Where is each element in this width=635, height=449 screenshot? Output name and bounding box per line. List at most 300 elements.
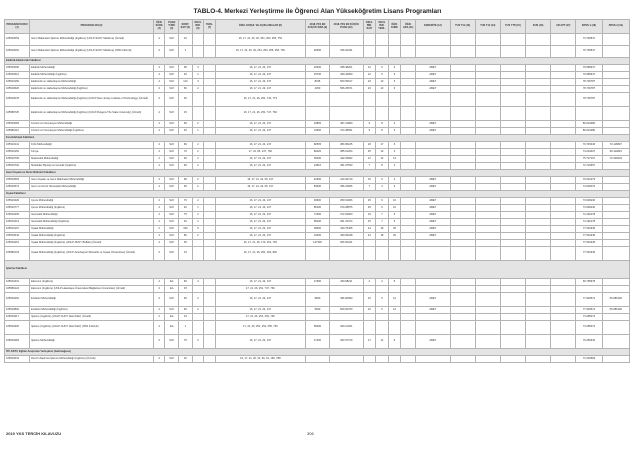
table-cell: 7	[363, 163, 376, 170]
program-name: Kimya	[30, 149, 154, 156]
table-cell: 4	[153, 233, 165, 240]
table-cell	[500, 184, 525, 191]
table-cell	[602, 279, 629, 286]
table-cell	[204, 149, 216, 156]
table-cell	[450, 314, 475, 321]
table-cell	[450, 219, 475, 226]
table-cell	[450, 72, 475, 79]
table-cell: 2	[376, 279, 389, 286]
program-row	[5, 86, 630, 93]
table-cell	[450, 335, 475, 349]
table-cell	[551, 233, 576, 240]
table-cell	[551, 212, 576, 219]
table-cell: 75.727167	[576, 156, 602, 163]
table-cell	[192, 93, 204, 107]
table-cell	[602, 163, 629, 170]
column-header: OKUL BİR. SAYI	[363, 20, 376, 34]
table-cell	[450, 93, 475, 107]
table-cell	[602, 72, 629, 79]
table-cell: 15	[179, 107, 193, 121]
table-cell	[204, 142, 216, 149]
table-cell: SAY	[165, 198, 179, 205]
table-cell: 3	[192, 65, 204, 72]
table-cell	[500, 149, 525, 156]
table-cell: 1	[192, 219, 204, 226]
table-cell	[526, 46, 551, 58]
program-row	[5, 286, 630, 293]
program-row	[5, 107, 630, 121]
table-cell: 82020	[305, 149, 329, 156]
program-code: 105580124	[5, 286, 30, 293]
table-cell: 5	[388, 279, 401, 286]
table-cell	[500, 286, 525, 293]
table-cell: 17, 21, 26, 251, 747, 760	[215, 286, 305, 293]
program-name: Matematik Mühendisliği	[30, 156, 154, 163]
table-cell	[526, 226, 551, 233]
table-cell	[475, 219, 500, 226]
program-name: Elektrik Mühendisliği	[30, 65, 154, 72]
table-cell	[401, 163, 416, 170]
table-cell: 16, 17, 21, 24, 137	[215, 198, 305, 205]
table-cell	[551, 219, 576, 226]
table-cell: ABET	[415, 226, 450, 233]
table-cell	[475, 34, 500, 46]
program-code: 105510205	[5, 212, 30, 219]
table-cell: 16, 17, 21, 24, 137	[215, 205, 305, 212]
table-cell	[388, 356, 401, 363]
table-cell: 3	[192, 279, 204, 286]
table-cell: 356.15066	[330, 184, 364, 191]
table-cell	[363, 356, 376, 363]
table-cell: 1	[179, 46, 193, 58]
program-row	[5, 212, 630, 219]
table-cell: ABET	[415, 335, 450, 349]
table-cell	[401, 240, 416, 247]
program-row	[5, 335, 630, 349]
table-cell: SAY	[165, 34, 179, 46]
program-name: Gemi Makineleri İşletme Mühendisliği (İngilizce) (UOLP-SUNY Maritime) (Ücretli)	[30, 34, 154, 46]
table-cell: 35	[179, 240, 193, 247]
table-cell: 12	[388, 293, 401, 307]
table-cell: 70	[179, 149, 193, 156]
table-cell: 58100	[305, 219, 329, 226]
table-cell	[526, 93, 551, 107]
table-cell: SAY	[165, 163, 179, 170]
table-cell	[415, 163, 450, 170]
column-header: PROGRAM ADI (2)	[30, 20, 154, 34]
table-cell	[204, 219, 216, 226]
program-row	[5, 163, 630, 170]
column-header: YERL. (7)	[204, 20, 216, 34]
table-cell: 16, 17, 21, 24, 137	[215, 128, 305, 135]
table-cell	[450, 46, 475, 58]
table-cell	[204, 314, 216, 321]
table-cell	[551, 128, 576, 135]
table-cell	[475, 293, 500, 307]
table-cell: 74.192178	[576, 212, 602, 219]
table-cell: 35000	[305, 156, 329, 163]
table-cell	[551, 356, 576, 363]
table-cell: 25	[363, 149, 376, 156]
table-cell: 17	[363, 335, 376, 349]
table-cell	[602, 121, 629, 128]
table-cell: 77.926572	[576, 293, 602, 307]
table-cell: 44	[363, 226, 376, 233]
table-cell: 2	[192, 163, 204, 170]
table-cell: 4	[153, 34, 165, 46]
table-cell: 5930	[305, 307, 329, 314]
table-cell	[330, 286, 364, 293]
table-cell	[500, 247, 525, 261]
table-cell	[526, 205, 551, 212]
table-cell	[551, 86, 576, 93]
table-cell: 4	[153, 184, 165, 191]
table-cell	[363, 314, 376, 321]
table-cell	[330, 314, 364, 321]
program-code: 105510078	[5, 93, 30, 107]
table-cell: 4	[153, 93, 165, 107]
table-cell	[204, 46, 216, 58]
column-header: TUS T11 (13)	[450, 20, 475, 34]
table-cell: 4	[153, 293, 165, 307]
table-cell: 9830	[305, 293, 329, 307]
table-cell	[401, 307, 416, 314]
table-cell	[551, 307, 576, 314]
table-cell	[602, 314, 629, 321]
table-cell: 17, 21, 26, 251, 254, 760	[215, 314, 305, 321]
table-cell	[500, 93, 525, 107]
program-row	[5, 149, 630, 156]
table-cell	[204, 79, 216, 86]
program-name: Gemi Makineleri İşletme Mühendisliği (İngilizce) (UOLP-SUNY Maritime) (%50 İndirimli)	[30, 46, 154, 58]
table-cell: 4	[153, 219, 165, 226]
table-cell	[475, 279, 500, 286]
program-name: Endüstri Mühendisliği (İngilizce)	[30, 307, 154, 314]
table-cell: 4	[153, 205, 165, 212]
table-cell	[376, 247, 389, 261]
table-cell: 2	[192, 335, 204, 349]
table-cell: 76.986947	[576, 65, 602, 72]
table-cell: 4	[376, 184, 389, 191]
table-cell	[388, 107, 401, 121]
table-cell: 25	[388, 233, 401, 240]
table-cell	[500, 128, 525, 135]
table-cell: 10	[363, 307, 376, 314]
table-cell	[330, 93, 364, 107]
table-cell	[204, 356, 216, 363]
program-row	[5, 177, 630, 184]
table-cell	[450, 121, 475, 128]
table-cell	[475, 286, 500, 293]
table-cell	[475, 107, 500, 121]
table-cell: 2	[192, 149, 204, 156]
program-row	[5, 314, 630, 321]
table-cell: SAY	[165, 219, 179, 226]
table-cell: 65.086190	[602, 307, 629, 314]
table-cell	[500, 293, 525, 307]
table-cell: 2	[192, 233, 204, 240]
table-cell	[363, 46, 376, 58]
table-cell	[475, 307, 500, 314]
table-cell	[330, 34, 364, 46]
table-cell	[602, 79, 629, 86]
table-cell: 17, 21, 26, 251, 254, 255, 760	[215, 321, 305, 335]
program-name: Elektronik ve Haberleşme Mühendisliği (İngilizce)	[30, 86, 154, 93]
table-cell: 78.736787	[576, 86, 602, 93]
table-cell: 73.906230	[576, 198, 602, 205]
table-cell: 16, 17, 21, 24, 137	[215, 79, 305, 86]
table-cell: 2	[192, 293, 204, 307]
table-cell	[500, 212, 525, 219]
table-cell	[500, 240, 525, 247]
table-cell	[500, 142, 525, 149]
table-cell	[602, 240, 629, 247]
column-header: ÖZEL KOŞUL VE AÇIKLAMALAR (8)	[215, 20, 305, 34]
table-cell: ABET	[415, 177, 450, 184]
table-cell: 25	[363, 198, 376, 205]
table-cell: 500.00760	[330, 307, 364, 314]
table-cell: 34	[179, 314, 193, 321]
table-cell: 2	[192, 156, 204, 163]
programs-table	[4, 19, 630, 363]
table-cell	[450, 107, 475, 121]
table-cell: 70.748537	[576, 46, 602, 58]
table-cell	[401, 149, 416, 156]
table-cell	[376, 286, 389, 293]
table-cell: 147300	[305, 240, 329, 247]
table-cell	[192, 34, 204, 46]
column-header: AKREDİTE (12)	[415, 20, 450, 34]
table-cell	[401, 184, 416, 191]
program-name: İşletme (İngilizce) (UOLP-SUNY New Paltz) (%50 İndirimli)	[30, 321, 154, 335]
program-row	[5, 321, 630, 335]
program-row	[5, 240, 630, 247]
table-cell: 2	[192, 212, 204, 219]
faculty-section-row	[5, 349, 630, 356]
program-code: 105510213	[5, 219, 30, 226]
table-cell	[526, 142, 551, 149]
table-cell	[551, 279, 576, 286]
table-cell: SAY	[165, 142, 179, 149]
table-cell	[388, 314, 401, 321]
table-cell: 5	[376, 65, 389, 72]
table-cell: 4	[153, 86, 165, 93]
table-cell: 4	[153, 321, 165, 335]
table-cell	[305, 107, 329, 121]
table-cell	[576, 286, 602, 293]
table-cell	[551, 72, 576, 79]
footer-title: 2019 YKS TERCİH KILAVUZU	[6, 431, 62, 436]
table-cell: 4	[153, 314, 165, 321]
table-cell: 5	[376, 177, 389, 184]
table-cell	[475, 212, 500, 219]
table-cell: SAY	[165, 46, 179, 58]
table-cell	[602, 205, 629, 212]
table-cell	[551, 46, 576, 58]
table-cell: 4	[153, 156, 165, 163]
table-cell: 400.98211	[330, 279, 364, 286]
table-cell: 77.540345	[576, 247, 602, 261]
table-cell: 15	[363, 177, 376, 184]
table-cell	[415, 314, 450, 321]
table-cell	[500, 321, 525, 335]
table-cell: SAY	[165, 247, 179, 261]
column-header: 2018-YKS EN KÜÇÜK PUAN (10)	[330, 20, 364, 34]
table-cell	[450, 226, 475, 233]
table-cell: 10	[376, 79, 389, 86]
table-cell: 74.903076	[576, 184, 602, 191]
table-cell	[363, 321, 376, 335]
table-cell	[602, 34, 629, 46]
program-code: 105580123	[5, 247, 30, 261]
table-cell	[204, 93, 216, 107]
table-cell: 77.540345	[576, 226, 602, 233]
table-cell: SAY	[165, 240, 179, 247]
table-cell	[526, 72, 551, 79]
table-cell	[551, 142, 576, 149]
table-cell: SAY	[165, 335, 179, 349]
faculty-name: Gemi İnşaatı ve Deniz Bilimleri Fakültesi	[5, 170, 630, 177]
table-cell	[500, 177, 525, 184]
table-cell: 506.25671	[330, 86, 364, 93]
table-cell: EA	[165, 314, 179, 321]
table-cell: 16, 17, 21, 24, 137	[215, 142, 305, 149]
program-code: 105510644	[5, 233, 30, 240]
table-cell: 4	[153, 79, 165, 86]
program-code: 105510574	[5, 184, 30, 191]
table-cell	[526, 233, 551, 240]
table-cell: 40	[179, 219, 193, 226]
table-cell: 24510	[305, 163, 329, 170]
table-cell: 25	[388, 226, 401, 233]
table-cell	[192, 247, 204, 261]
table-cell: 391.15474	[330, 219, 364, 226]
program-name: Elektrik Mühendisliği (İngilizce)	[30, 72, 154, 79]
table-cell	[500, 198, 525, 205]
table-cell	[526, 198, 551, 205]
table-cell	[450, 79, 475, 86]
table-cell	[526, 34, 551, 46]
program-row	[5, 72, 630, 79]
table-cell: ABET	[415, 65, 450, 72]
table-cell: 4450	[305, 86, 329, 93]
table-cell	[204, 233, 216, 240]
table-cell	[526, 156, 551, 163]
table-cell	[551, 247, 576, 261]
table-cell: 71600	[305, 212, 329, 219]
table-cell: 12	[363, 72, 376, 79]
table-cell	[551, 163, 576, 170]
column-header: AB AYP (17)	[551, 20, 576, 34]
program-name: Geomatik Mühendisliği (İngilizce)	[30, 219, 154, 226]
table-cell	[551, 93, 576, 107]
table-cell: 4	[153, 335, 165, 349]
table-cell: ABET	[415, 205, 450, 212]
table-cell: 17600	[305, 279, 329, 286]
table-cell	[526, 149, 551, 156]
table-cell: SAY	[165, 177, 179, 184]
program-code: 105510262	[5, 293, 30, 307]
table-cell: 4	[388, 149, 401, 156]
table-cell	[401, 34, 416, 46]
table-cell: 16, 17, 21, 24, 137	[215, 307, 305, 314]
program-name: İşletme (İngilizce) (UOLP-SUNY New Paltz) (Ücretli)	[30, 314, 154, 321]
table-cell: 73.285073	[576, 314, 602, 321]
table-cell	[450, 356, 475, 363]
program-code: 105510229	[5, 198, 30, 205]
table-cell	[305, 286, 329, 293]
faculty-name: Fen-Edebiyat Fakültesi	[5, 135, 630, 142]
table-cell	[602, 247, 629, 261]
table-cell: 70	[179, 335, 193, 349]
table-cell: 9	[376, 198, 389, 205]
table-cell: 2	[192, 177, 204, 184]
table-cell	[204, 107, 216, 121]
table-cell	[500, 46, 525, 58]
table-cell	[450, 279, 475, 286]
table-cell	[415, 247, 450, 261]
column-header: PUAN TÜRÜ (4)	[165, 20, 179, 34]
table-cell: 496.90990	[330, 293, 364, 307]
table-cell	[526, 177, 551, 184]
table-cell: 16, 17, 21, 24, 137	[215, 65, 305, 72]
program-code: 105510166	[5, 79, 30, 86]
table-cell	[401, 212, 416, 219]
table-cell: 2	[192, 142, 204, 149]
table-cell	[526, 279, 551, 286]
table-cell	[475, 65, 500, 72]
table-cell: 19805	[305, 121, 329, 128]
table-cell	[450, 156, 475, 163]
table-cell: 15	[179, 286, 193, 293]
table-cell: 76.986947	[576, 72, 602, 79]
table-cell: 8	[376, 163, 389, 170]
column-header: ÖĞR. SÜRE (3)	[153, 20, 165, 34]
program-row	[5, 293, 630, 307]
table-cell	[602, 86, 629, 93]
table-cell: SAY	[165, 356, 179, 363]
table-cell: 16, 17, 21, 24, 137	[215, 163, 305, 170]
table-cell: 85100	[305, 205, 329, 212]
table-cell: 5	[192, 226, 204, 233]
table-cell: 16, 17, 21, 24, 137	[215, 233, 305, 240]
program-row	[5, 121, 630, 128]
table-cell: SAY	[165, 184, 179, 191]
program-name: İnşaat Mühendisliği (İngilizce) (UOLP-Azerbaycan Mimarlık ve İnşaat Üniversitesi) (Ücretli)	[30, 247, 154, 261]
program-code: 105510141	[5, 142, 30, 149]
program-name: Ekonomi (İngilizce) (UOLP-Hacettepe Üniversitesi Bağlantısı Üniversites) (Ücretli)	[30, 286, 154, 293]
table-cell	[602, 93, 629, 107]
table-cell	[305, 314, 329, 321]
table-cell: 4	[388, 163, 401, 170]
program-name: Geomatik Mühendisliği	[30, 212, 154, 219]
table-cell: 74.192178	[576, 219, 602, 226]
table-cell: EA	[165, 321, 179, 335]
table-cell	[551, 205, 576, 212]
table-cell: 10	[376, 86, 389, 93]
column-header: PROGRAM KODU (1)	[5, 20, 30, 34]
program-row	[5, 247, 630, 261]
table-cell: 69.114823	[602, 149, 629, 156]
table-cell: 78.736787	[576, 79, 602, 86]
table-cell: 3	[388, 128, 401, 135]
table-cell	[450, 177, 475, 184]
table-cell	[551, 34, 576, 46]
table-cell	[204, 293, 216, 307]
table-cell: 13	[376, 156, 389, 163]
table-cell: 15730	[305, 72, 329, 79]
table-cell	[363, 286, 376, 293]
